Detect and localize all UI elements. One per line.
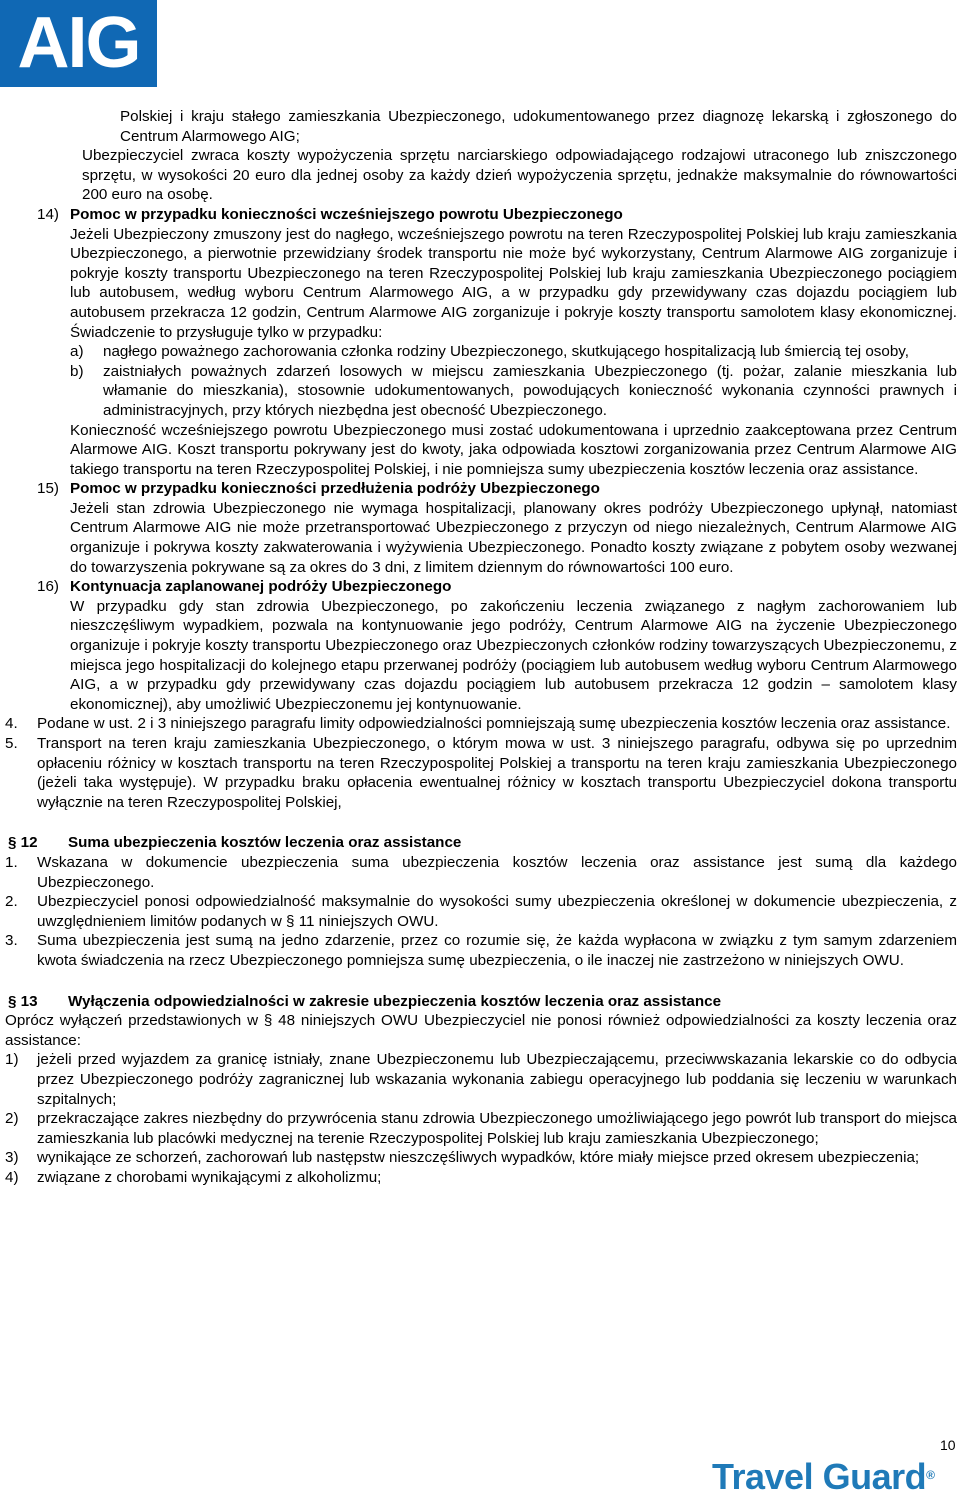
item-14 (37, 205, 957, 479)
item-15-text: Jeżeli stan zdrowia Ubezpieczonego nie wymaga hospitalizacji, planowany okres podróży Ubezpieczonego upłynął, natomiast Centrum Alarmowe AIG nie może przetransportować Ubezpieczonego z przyczyn od niego niezależnych, Centrum Alarmowe AIG organizuje i pokrywa koszty zakwaterowania i wyżywienia Ubezpieczonego. Ponadto koszty związane z pobytem osoby wezwanej do towarzyszenia pokrywane są za okres do 3 dni, z limitem dziennym do równowartości 100 euro. (70, 499, 957, 576)
section-13-item (5, 1168, 957, 1188)
section-13-title: Wyłączenia odpowiedzialności w zakresie ubezpieczenia kosztów leczenia oraz assistance (68, 992, 722, 1010)
section-12-item (5, 892, 957, 931)
section-13-item-number: 3) (5, 1149, 19, 1167)
page-number: 10 (940, 1437, 956, 1453)
section-13-item-number: 1) (5, 1051, 19, 1069)
point-5-text: Transport na teren kraju zamieszkania Ubezpieczonego, o którym mowa w ust. 3 niniejszego paragrafu, odbywa się po uprzednim opłaceniu różnicy w kosztach transportu na teren Rzeczypospolitej Polskiej a transportu na teren kraju zamieszkania Ubezpieczonego (jeżeli taka występuje). W przypadku braku opłacenia ewentualnej różnicy w kosztach transportu Ubezpieczyciel dokona transportu wyłącznie na teren Rzeczypospolitej Polskiej, (37, 735, 957, 811)
section-12-item-number: 3. (5, 932, 18, 950)
section-12-item-number: 1. (5, 853, 18, 871)
item-14-sub-b-label: b) (70, 362, 84, 380)
travel-guard-brand: Travel Guard (712, 1456, 927, 1497)
aig-logo: AIG (0, 0, 157, 87)
item-14-number: 14) (37, 205, 59, 223)
item-16-body (70, 577, 957, 714)
item-14-title: Pomoc w przypadku konieczności wcześniejszego powrotu Ubezpieczonego (70, 205, 623, 223)
section-12-heading (8, 833, 960, 853)
section-13-item-number: 2) (5, 1110, 19, 1128)
section-12-title: Suma ubezpieczenia kosztów leczenia oraz assistance (68, 834, 462, 852)
section-13-symbol: § 13 (8, 992, 38, 1010)
item-15-title: Pomoc w przypadku konieczności przedłużenia podróży Ubezpieczonego (70, 480, 600, 498)
section-13-item-text: wynikające ze schorzeń, zachorowań lub następstw nieszczęśliwych wypadków, które miały miejsce przed okresem ubezpieczenia; (37, 1149, 920, 1167)
section-13-item-number: 4) (5, 1168, 19, 1186)
item-15-body (70, 479, 957, 577)
point-4 (5, 714, 957, 734)
section-13-item-text: przekraczające zakres niezbędny do przywrócenia stanu zdrowia Ubezpieczonego umożliwiającego jego powrót lub transport do miejsca zamieszkania lub placówki medycznej na terenie Rzeczypospolitej Polskiej lub kraju zamieszkania Ubezpieczonego; (37, 1110, 957, 1147)
section-12-item-text: Ubezpieczyciel ponosi odpowiedzialność maksymalnie do wysokości sumy ubezpieczenia określonej w dokumencie ubezpieczenia, z uwzględnieniem limitów podanych w § 11 niniejszych OWU. (37, 893, 957, 930)
section-13-intro: Oprócz wyłączeń przedstawionych w § 48 niniejszych OWU Ubezpieczyciel nie ponosi również odpowiedzialności za koszty leczenia oraz assistance: (5, 1012, 957, 1049)
intro-paragraph-2: Ubezpieczyciel zwraca koszty wypożyczenia sprzętu narciarskiego odpowiadającego rodzajowi utraconego lub zniszczonego sprzętu, w wysokości 20 euro dla jednej osoby za każdy dzień wypożyczenia sprzętu, jednakże maksymalnie do równowartości 200 euro na osobę. (82, 147, 957, 204)
section-13-item-text: jeżeli przed wyjazdem za granicę istniały, znane Ubezpieczonemu lub Ubezpieczającemu, przeciwwskazania lekarskie co do odbycia przez Ubezpieczonego podróży zagranicznej lub wskazania wykonania zabiegu operacyjnego lub poddania się leczeniu w warunkach szpitalnych; (37, 1051, 957, 1108)
item-16-title: Kontynuacja zaplanowanej podróży Ubezpieczonego (70, 578, 452, 596)
section-13-item (5, 1050, 957, 1109)
section-12-item (5, 853, 957, 892)
section-12-item-number: 2. (5, 893, 18, 911)
item-14-sub-b (70, 362, 957, 421)
item-14-sub-a-text: nagłego poważnego zachorowania członka rodziny Ubezpieczonego, skutkującego hospitalizacją lub śmiercią tej osoby, (103, 343, 909, 361)
item-15-number: 15) (37, 480, 59, 498)
item-16 (37, 577, 957, 714)
section-12-item-text: Wskazana w dokumencie ubezpieczenia suma ubezpieczenia kosztów leczenia oraz assistance jest sumą dla każdego Ubezpieczonego. (37, 853, 957, 891)
item-14-sub-b-text: zaistniałych poważnych zdarzeń losowych w miejscu zamieszkania Ubezpieczonego (tj. pożar, zalanie mieszkania lub włamanie do mieszkania), stosownie udokumentowanych, powodujących konieczność wykonania czynności prawnych i administracyjnych, przy których niezbędna jest obecność Ubezpieczonego. (103, 362, 957, 419)
point-5-number: 5. (5, 735, 18, 752)
item-14-body (70, 205, 957, 479)
document-body (0, 107, 960, 1187)
item-15 (37, 479, 957, 577)
section-12-item (5, 931, 957, 970)
item-16-text: W przypadku gdy stan zdrowia Ubezpieczonego, po zakończeniu leczenia związanego z nagłym zachorowaniem lub nieszczęśliwym wypadkiem, pozwala na kontynuowanie jego podróży, Centrum Alarmowe AIG na życzenie Ubezpieczonego organizuje i pokryje koszty transportu Ubezpieczonego oraz Ubezpieczonych członków rodziny towarzyszących Ubezpieczonemu, z miejsca jego hospitalizacji do kolejnego etapu przerwanej podróży (pociągiem lub autobusem według wyboru Centrum Alarmowego AIG, a w przypadku gdy przewidywany czas dojazdu pociągiem lub autobusem przekracza 12 godzin – samolotem klasy ekonomicznej), aby umożliwić Ubezpieczonemu jej kontynuowanie. (70, 597, 957, 713)
travel-guard-logo (712, 1457, 934, 1497)
section-13-item-text: związane z chorobami wynikającymi z alkoholizmu; (37, 1168, 382, 1186)
section-13-item (5, 1109, 957, 1148)
intro-paragraph-1: Polskiej i kraju stałego zamieszkania Ubezpieczonego, udokumentowanego przez diagnozę lekarską i zgłoszonego do Centrum Alarmowego AIG; (120, 108, 957, 145)
section-12-symbol: § 12 (8, 834, 38, 852)
point-4-number: 4. (5, 715, 18, 733)
point-5 (5, 734, 957, 812)
section-13-heading (8, 992, 960, 1012)
item-16-number: 16) (37, 578, 59, 596)
section-13-item (5, 1148, 957, 1168)
section-12-item-text: Suma ubezpieczenia jest sumą na jedno zdarzenie, przez co rozumie się, że każda wypłacona w związku z tym samym zdarzeniem kwota świadczenia na rzecz Ubezpieczonego pomniejsza sumę ubezpieczenia, o ile inaczej nie zastrzeżono w niniejszych OWU. (37, 932, 957, 969)
item-14-text: Jeżeli Ubezpieczony zmuszony jest do nagłego, wcześniejszego powrotu na teren Rzeczypospolitej Polskiej lub kraju zamieszkania Ubezpieczonego, a pierwotnie przewidziany środek transportu nie może być wykorzystany, Centrum Alarmowe AIG zorganizuje i pokryje koszty transportu Ubezpieczonego na teren Rzeczypospolitej Polskiej lub kraju zamieszkania Ubezpieczonego pociągiem lub autobusem, według wyboru Centrum Alarmowego AIG, a w przypadku gdy przewidywany czas dojazdu pociągiem lub autobusem przekracza 12 godzin, Centrum Alarmowe AIG zorganizuje i pokryje koszty transportu samolotem klasy ekonomicznej. Świadczenie to przysługuje tylko w przypadku: (70, 225, 957, 341)
registered-mark: ® (926, 1468, 935, 1482)
item-14-closing: Konieczność wcześniejszego powrotu Ubezpieczonego musi zostać udokumentowana i uprzednio zaakceptowana przez Centrum Alarmowe AIG. Koszt transportu pokrywany jest do kwoty, jaka odpowiada kosztowi zorganizowania przez Centrum Alarmowe AIG takiego transportu na teren Rzeczypospolitej Polskiej, i nie pomniejsza sumy ubezpieczenia kosztów leczenia oraz assistance. (70, 421, 957, 478)
point-4-text: Podane w ust. 2 i 3 niniejszego paragrafu limity odpowiedzialności pomniejszają sumę ubezpieczenia kosztów leczenia oraz assistance. (37, 715, 951, 733)
item-14-sub-a (70, 342, 957, 362)
item-14-sub-a-label: a) (70, 343, 84, 361)
